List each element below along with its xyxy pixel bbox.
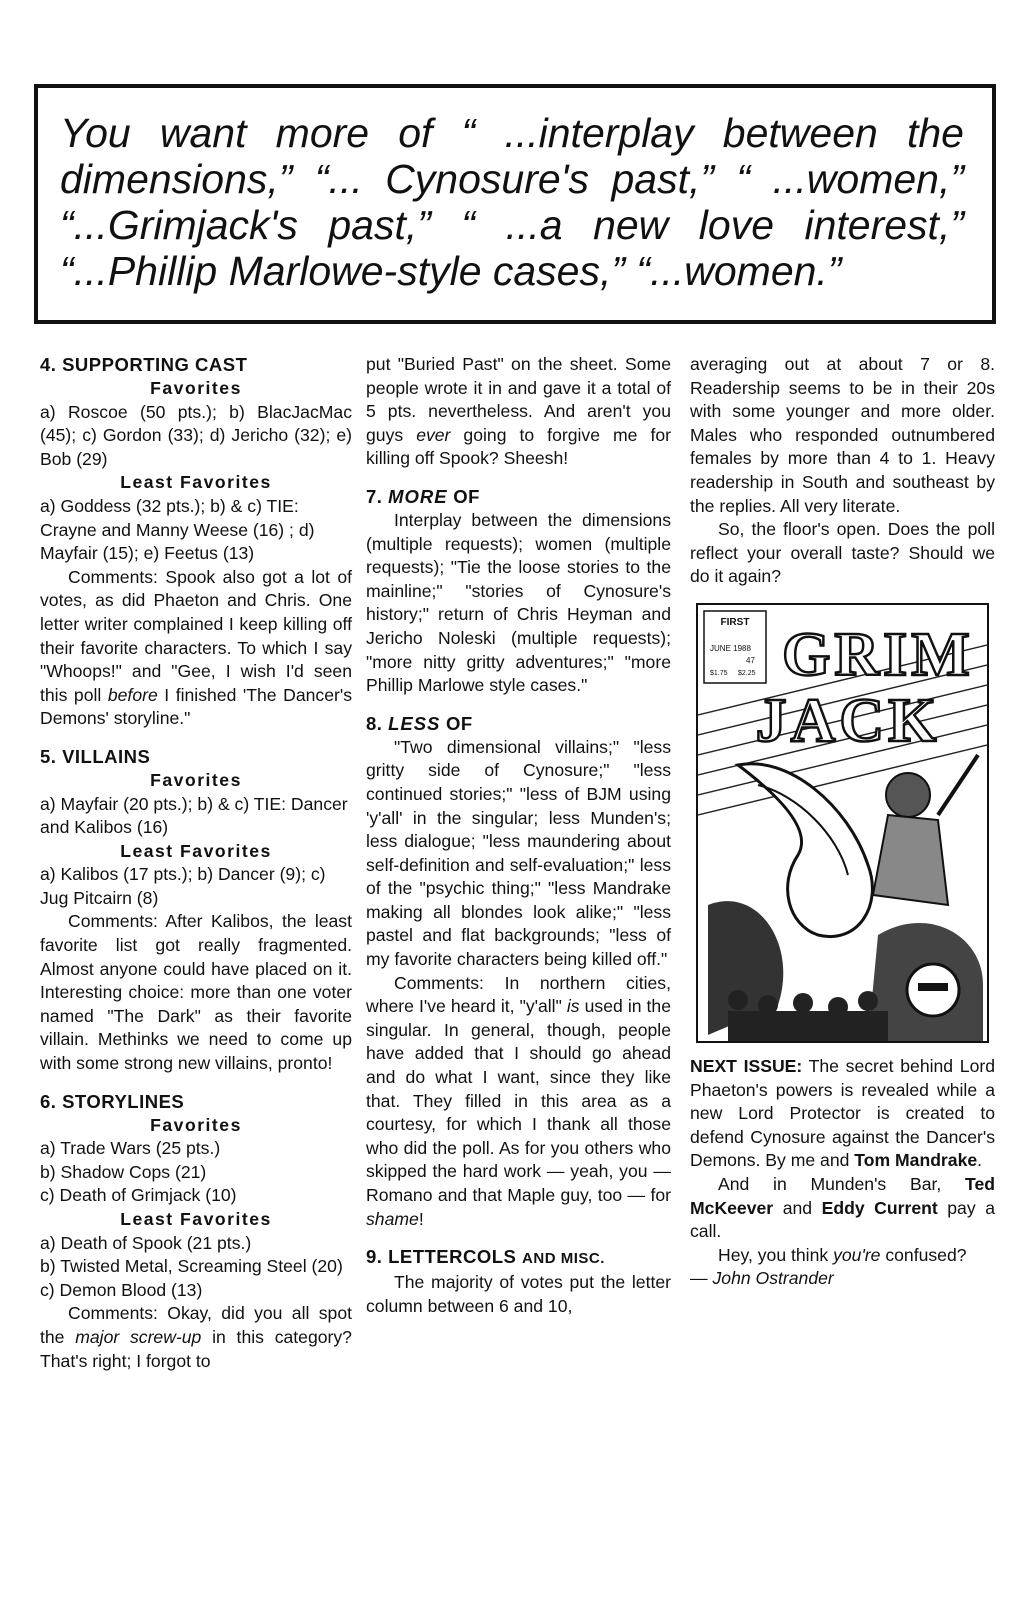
list-item: c) Death of Grimjack (10) <box>40 1185 237 1206</box>
mundens-bar-note: And in Munden's Bar, Ted McKeever and Eddy Current pay a call. <box>690 1173 995 1242</box>
section-6-continued: put "Buried Past" on the sheet. Some people wrote it in and gave it a total of 5 pts. nevertheless. And aren't you guys ever going to forgive me for killing off Spook? Sheesh! <box>366 354 671 469</box>
cover-issue: 47 <box>746 655 755 665</box>
section-9-title: 9. LETTERCOLS AND MISC. <box>366 1246 605 1268</box>
cover-art-svg <box>698 605 987 1041</box>
section-4-comments: Comments: Spook also got a lot of votes, as did Phaeton and Chris. One letter writer complained I keep killing off their favorite characters. To which I say "Whoops!" and "Gee, I wish I'd seen this poll before I finished 'The Dancer's Demons' storyline." <box>40 566 352 729</box>
cover-price-can: $2.25 <box>738 669 756 677</box>
cover-illustration <box>696 603 989 1043</box>
cover-price: $1.75 <box>710 669 728 677</box>
hero-head <box>886 773 930 817</box>
section-7-title: 7. MORE OF <box>366 485 480 507</box>
list-item: a) Trade Wars (25 pts.) <box>40 1138 221 1159</box>
list-item: b) Twisted Metal, Screaming Steel (20) <box>40 1256 343 1277</box>
section-8-comments: Comments: In northern cities, where I've heard it, "y'all" is used in the singular. In general, though, people have added that I should go ahead and do what I want, since they like that. They filled in this area as a courtesy, for which I thank all those who did the poll. As for you others who skipped the hard work — yeah, you — Romano and that Maple guy, too — for shame! <box>366 972 672 1229</box>
favorites-label: Favorites <box>150 769 242 790</box>
cover-date: JUNE 1988 <box>710 643 751 653</box>
section-8-body: "Two dimensional villains;" "less gritty side of Cynosure;" "less continued stories;" "less of BJM using 'y'all' in the singular; less Munden's; less dialogue; "less maundering about self-definition and self-evaluation;" less of the "psychic thing;" "less Mandrake making all blondes look alike;" "less pastel and flat backgrounds; "less of my favorite characters being killed off." <box>366 736 671 970</box>
list-item: a) Death of Spook (21 pts.) <box>40 1232 252 1253</box>
section-4-title: 4. SUPPORTING CAST <box>40 354 248 375</box>
section-9-continued: averaging out at about 7 or 8. Readership seems to be in their 20s with some younger and more older. Males who responded outnumbered females by more than 4 to 1. Heavy readership in South and southeast by the replies. All very literate. <box>690 354 995 516</box>
least-favorites-label: Least Favorites <box>120 1209 272 1229</box>
section-6-title: 6. STORYLINES <box>40 1090 185 1112</box>
section-4-favorites: a) Roscoe (50 pts.); b) BlacJacMac (45); c) Gordon (33); d) Jericho (32); e) Bob (29) <box>40 401 352 469</box>
cover-publisher: FIRST <box>720 616 750 628</box>
signature: — John Ostrander <box>690 1268 834 1289</box>
section-4-least: a) Goddess (32 pts.); b) & c) TIE: Crayne and Manny Weese (16) ; d) Mayfair (15); e) Feetus (13) <box>40 495 315 564</box>
column-3 <box>690 353 995 1291</box>
cover-title-grim: GRIM <box>782 620 974 689</box>
section-9-body: The majority of votes put the letter column between 6 and 10, <box>366 1272 671 1316</box>
closing-question: Hey, you think you're confused? <box>718 1244 967 1265</box>
next-issue: NEXT ISSUE: The secret behind Lord Phaeton's powers is revealed while a new Lord Protector is created to defend Cynosure against the Dancer's Demons. By me and Tom Mandrake. <box>690 1055 996 1171</box>
section-8-title: 8. LESS OF <box>366 712 473 734</box>
pull-quote: You want more of “ ...interplay between the dimensions,” “... Cynosure's past,” “ ...women,” “...Grimjack's past,” “ ...a new love interest,” “...Phillip Marlowe-style cases,” “...women.” <box>34 84 996 324</box>
section-5-least: a) Kalibos (17 pts.); b) Dancer (9); c) Jug Pitcairn (8) <box>40 864 326 908</box>
section-6-comments: Comments: Okay, did you all spot the major screw-up in this category? That's right; I forgot to <box>40 1303 352 1371</box>
column-1 <box>40 353 352 1373</box>
closing-paragraph: So, the floor's open. Does the poll reflect your overall taste? Should we do it again? <box>690 519 995 587</box>
favorites-label: Favorites <box>150 1114 242 1135</box>
list-item: c) Demon Blood (13) <box>40 1279 203 1300</box>
section-7-body: Interplay between the dimensions (multiple requests); women (multiple requests); "Tie the loose stories to the mainline;" "stories of Cynosure's history;" return of Chris Heyman and Jericho Noleski (multiple requests); "more nitty gritty adventures;" "more Phillip Marlowe style cases." <box>366 509 671 696</box>
section-5-title: 5. VILLAINS <box>40 745 151 767</box>
favorites-label: Favorites <box>150 378 242 398</box>
section-5-comments: Comments: After Kalibos, the least favorite list got really fragmented. Almost anyone could have placed on it. Interesting choice: more than one voter named "The Dark" as their favorite villain. Methinks we need to come up with some strong new villains, pronto! <box>40 911 352 1074</box>
least-favorites-label: Least Favorites <box>120 472 272 493</box>
section-5-favorites: a) Mayfair (20 pts.); b) & c) TIE: Dancer and Kalibos (16) <box>40 793 348 838</box>
list-item: b) Shadow Cops (21) <box>40 1161 207 1182</box>
least-favorites-label: Least Favorites <box>120 840 272 861</box>
cover-title-jack: JACK <box>755 686 941 755</box>
column-2 <box>366 353 671 1318</box>
